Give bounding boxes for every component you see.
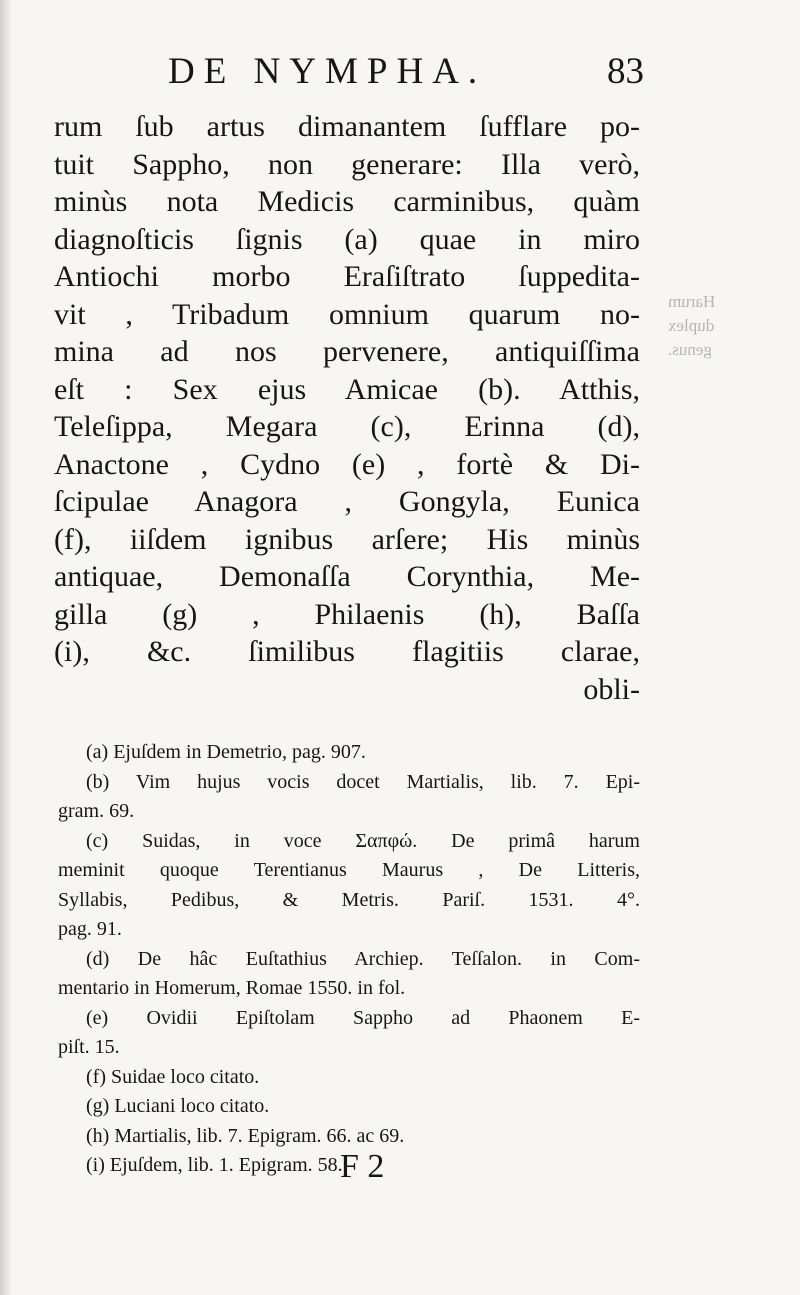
footnote-line: (f) Suidae loco citato. [86,1065,260,1088]
footnote-line: (i) Ejuſdem, lib. 1. Epigram. 58. [86,1154,343,1176]
footnote-line: (e) Ovidii Epiſtolam Sappho ad Phaonem E- [86,1006,640,1029]
text-line: antiquae, Demonaſſa Corynthia, Me- [54,560,640,593]
text-line: eſt : Sex ejus Amicae (b). Atthis, [54,372,640,406]
text-line: diagnoſticis ſignis (a) quae in miro [54,222,640,256]
page-number: 83 [607,51,644,92]
text-line: Antiochi morbo Eraſiſtrato ſuppedita- [54,260,640,293]
text-line: ſcipulae Anagora , Gongyla, Eunica [54,485,640,518]
running-head-title: DE NYMPHA. [168,51,487,92]
footnote-line: pag. 91. [58,918,122,940]
text-line: mina ad nos pervenere, antiquiſſima [54,335,640,368]
text-line: (f), iiſdem ignibus arſere; His minùs [54,522,640,556]
text-line: minùs nota Medicis carminibus, quàm [54,185,640,218]
text-line: gilla (g) , Philaenis (h), Baſſa [54,597,640,631]
text-line: vit , Tribadum omnium quarum no- [54,297,640,331]
running-head [168,50,648,100]
bleed-through-marginalia [668,290,715,362]
catchword: obli- [583,672,640,706]
footnote-line: (h) Martialis, lib. 7. Epigram. 66. ac 69. [86,1124,405,1147]
bleed-line: Harum [668,292,716,311]
text-line: Anactone , Cydno (e) , fortè & Di- [54,447,640,481]
bleed-line: duplex [668,316,715,335]
footnote-line: (c) Suidas, in voce Σαπφώ. De primâ harum [86,829,640,852]
text-line: tuit Sappho, non generare: Illa verò, [54,147,640,181]
footnote-line: piſt. 15. [58,1036,120,1058]
footnote-line: gram. 69. [58,800,135,822]
text-line: Teleſippa, Megara (c), Erinna (d), [54,410,640,443]
footnote-line: (g) Luciani loco citato. [86,1095,270,1117]
footnotes [58,738,640,1181]
text-line: rum ſub artus dimanantem ſufflare po- [54,110,640,143]
bleed-line: genus. [668,340,712,359]
footnote-line: (d) De hâc Euſtathius Archiep. Teſſalon. in Com- [86,947,640,970]
main-text [54,108,640,708]
text-line: (i), &c. ſimilibus flagitiis clarae, [54,635,640,668]
footnote-line: (a) Ejuſdem in Demetrio, pag. 907. [86,741,366,763]
footnote-line: meminit quoque Terentianus Maurus , De Litteris, [58,859,640,881]
footnote-line: Syllabis, Pedibus, & Metris. Pariſ. 1531. 4°. [58,888,640,911]
footnote-line: mentario in Homerum, Romae 1550. in fol. [58,977,406,999]
gutter-shadow [0,0,12,1295]
signature-mark: F 2 [340,1148,385,1185]
footnote-line: (b) Vim hujus vocis docet Martialis, lib. 7. Epi- [86,770,640,793]
